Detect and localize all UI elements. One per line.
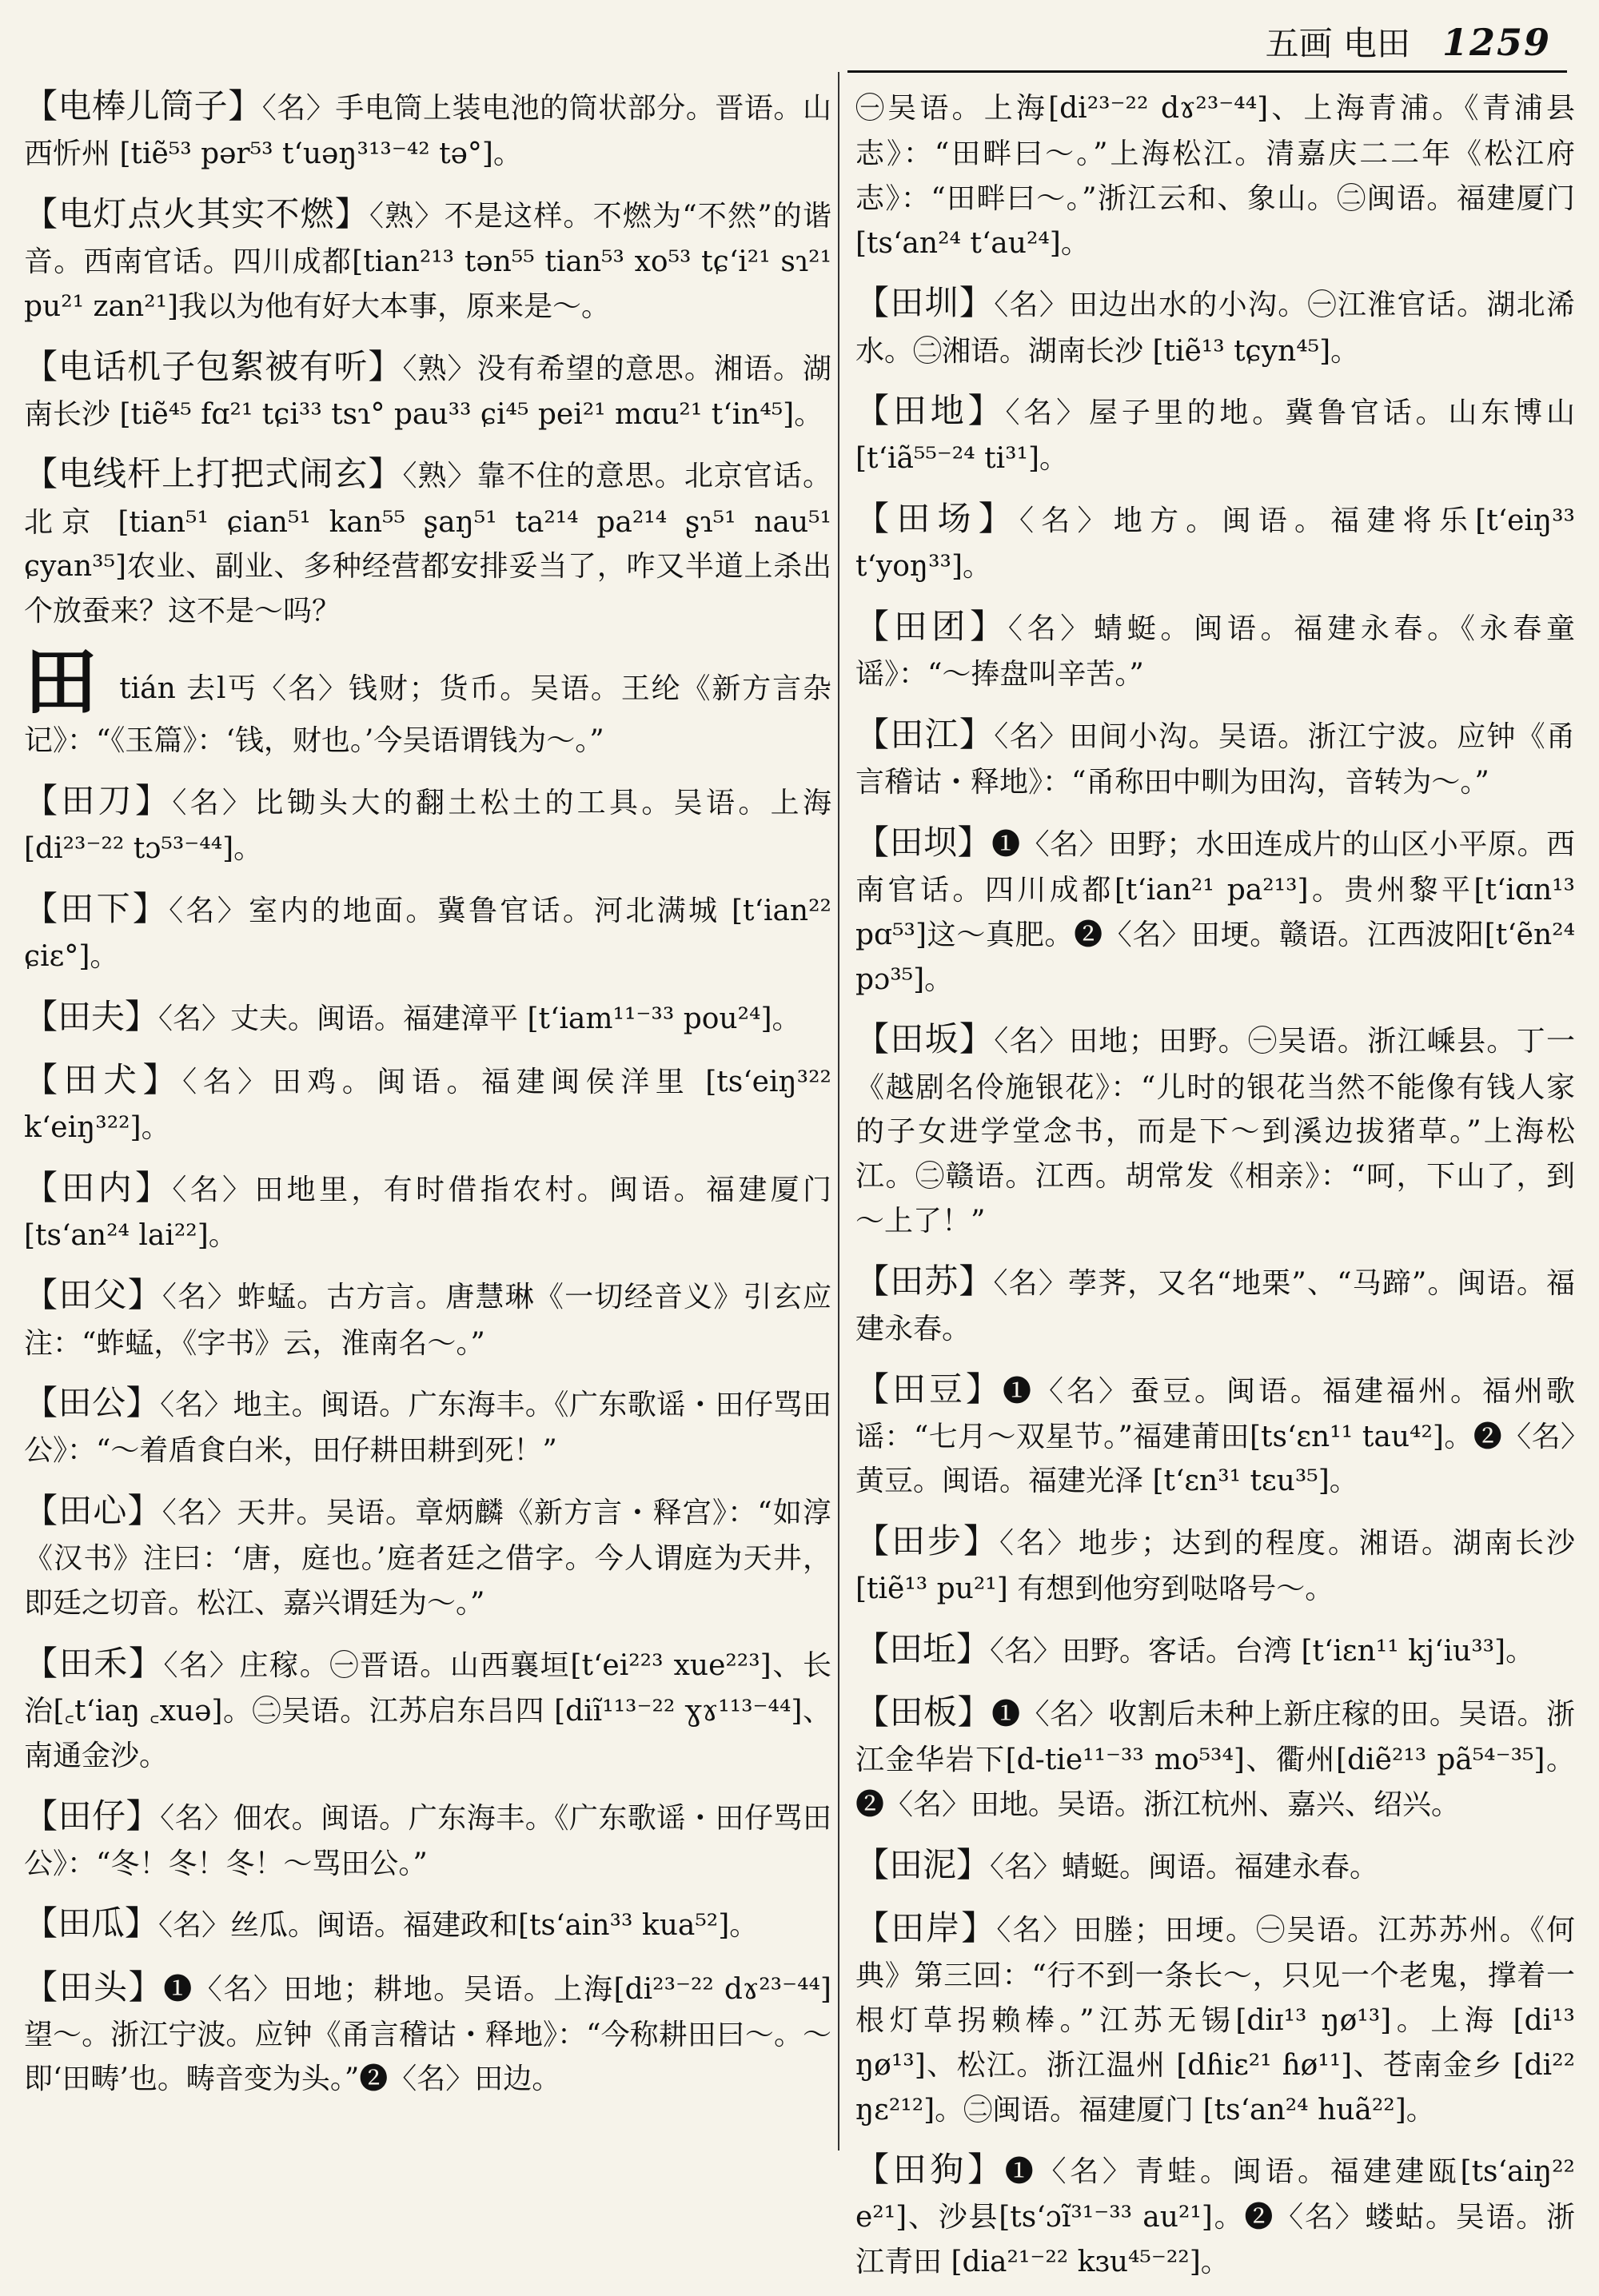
entry-definition: ❶〈名〉田野；水田连成片的山区小平原。西南官话。四川成都[tʻian²¹ pa²¹³]。贵州黎平[tʻiɑn¹³ pɑ⁵³]这～真肥。❷〈名〉田埂。赣语。江西波阳[tʻẽn²⁴ pɔ³⁵]。 (855, 827, 1575, 996)
dictionary-entry (24, 448, 831, 633)
dictionary-entry (855, 277, 1575, 373)
entry-headword: 【田步】 (855, 1521, 999, 1561)
entry-definition: ㊀吴语。上海[di²³⁻²² dɤ²³⁻⁴⁴]、上海青浦。《青浦县志》：“田畔曰～。”上海松江。清嘉庆二二年《松江府志》：“田畔曰～。”浙江云和、象山。㊁闽语。福建厦门[tsʻan²⁴ tʻau²⁴]。 (855, 92, 1575, 260)
entry-headword: 【田头】 (24, 1967, 164, 2007)
entry-definition: 〈名〉蜻蜓。闽语。福建永春。 (990, 1850, 1379, 1883)
entry-headword: 【田团】 (855, 607, 1008, 647)
entry-headword: 【田心】 (24, 1491, 162, 1531)
entry-definition: 〈名〉蚱蜢。古方言。唐慧琳《一切经音义》引玄应注：“蚱蜢，《字书》云，淮南名～。” (24, 1281, 831, 1360)
entry-definition: 〈名〉手电筒上装电池的筒状部分。晋语。山西忻州 [tiẽ⁵³ pər⁵³ tʻuəŋ³¹³⁻⁴² tə°]。 (24, 92, 831, 171)
entry-definition: 〈名〉田间小沟。吴语。浙江宁波。应钟《甬言稽诂・释地》：“甬称田中甽为田沟，音转为～。” (855, 720, 1575, 799)
entry-headword: 【田父】 (24, 1275, 162, 1315)
entry-definition: 〈名〉屋子里的地。冀鲁官话。山东博山 [tʻiã⁵⁵⁻²⁴ ti³¹]。 (855, 397, 1575, 476)
dictionary-entry (855, 80, 1575, 265)
dictionary-entry (24, 1054, 831, 1150)
dictionary-entry (24, 638, 831, 763)
dictionary-entry (855, 1686, 1575, 1828)
dictionary-entry (855, 1515, 1575, 1612)
entry-headword: 【田瓜】 (24, 1903, 159, 1943)
page-header (1266, 18, 1551, 66)
dictionary-entry (855, 492, 1575, 589)
entry-definition: ❶〈名〉青蛙。闽语。福建建瓯[tsʻaiŋ²² e²¹]、沙县[tsʻɔĩ³¹⁻³³ au²¹]。❷〈名〉蝼蛄。吴语。浙江青田 [dia²¹⁻²² kɜu⁴⁵⁻²²]。 (855, 2155, 1575, 2279)
dictionary-entry (24, 188, 831, 329)
dictionary-entry (24, 1897, 831, 1949)
entry-definition: ❶〈名〉田地；耕地。吴语。上海[di²³⁻²² dɤ²³⁻⁴⁴]望～。浙江宁波。应钟《甬言稽诂・释地》：“今称耕田曰～。～即‘田畴’也。畴音变为头。”❷〈名〉田边。 (24, 1972, 831, 2096)
dictionary-entry (24, 991, 831, 1042)
entry-definition: 〈名〉田地；田野。㊀吴语。浙江嵊县。丁一《越剧名伶施银花》：“儿时的银花当然不能像有钱人家的子女进学堂念书，而是下～到溪边拔猪草。”上海松江。㊁赣语。江西。胡常发《相亲》：“呵，下山了，到～上了！” (855, 1025, 1575, 1238)
dictionary-entry (855, 1363, 1575, 1505)
entry-definition: 〈熟〉靠不住的意思。北京官话。北京 [tian⁵¹ ɕian⁵¹ kan⁵⁵ ʂaŋ⁵¹ ta²¹⁴ pa²¹⁴ ʂɿ⁵¹ nau⁵¹ ɕyan³⁵]农业、副业、多种经营都安排妥当了，咋又半道上杀出个放蚕来？这不是～吗？ (24, 460, 831, 628)
dictionary-entry (24, 1790, 831, 1887)
dictionary-entry (24, 341, 831, 437)
dictionary-entry (855, 1902, 1575, 2132)
entry-definition: 〈名〉地步；达到的程度。湘语。湖南长沙 [tiẽ¹³ pu²¹] 有想到他穷到哒咯号～。 (855, 1527, 1575, 1606)
entry-headword: 【田板】 (855, 1692, 992, 1732)
entry-headword: 【田夫】 (24, 996, 159, 1036)
entry-headword: 【田豆】 (855, 1369, 1003, 1409)
entry-definition: 〈名〉荸荠，又名“地栗”、“马蹄”。闽语。福建永春。 (855, 1266, 1575, 1345)
entry-headword: 【田犬】 (24, 1059, 183, 1099)
entry-headword: 【田苏】 (855, 1261, 994, 1301)
header-rule (847, 70, 1567, 73)
entry-headword: 【田坵】 (855, 1629, 991, 1669)
entry-headword: 【田刀】 (24, 780, 173, 820)
entry-definition: tián 去l丐〈名〉钱财；货币。吴语。王纶《新方言杂记》：“《玉篇》：‘钱，财也。’今吴语谓钱为～。” (24, 672, 831, 757)
entry-headword: 【田下】 (24, 888, 169, 928)
dictionary-entry (24, 80, 831, 177)
entry-headword: 【电棒儿筒子】 (24, 86, 262, 126)
dictionary-entry (855, 600, 1575, 697)
entry-definition: 〈名〉地主。闽语。广东海丰。《广东歌谣・田仔骂田公》：“～着盾食白米，田仔耕田耕到死！” (24, 1389, 831, 1468)
entry-definition: 〈名〉田地里，有时借指农村。闽语。福建厦门 [tsʻan²⁴ lai²²]。 (24, 1173, 831, 1252)
dictionary-entry (24, 775, 831, 871)
entry-headword: 【田禾】 (24, 1643, 164, 1683)
dictionary-entry (855, 2143, 1575, 2285)
dictionary-entry (24, 1485, 831, 1626)
dictionary-entry (855, 385, 1575, 481)
entry-definition: 〈名〉田塍；田埂。㊀吴语。江苏苏州。《何典》第三回：“行不到一条长～，只见一个老鬼，撑着一根灯草拐赖棒。”江苏无锡[diɪ¹³ ŋø¹³]。上海 [di¹³ ŋø¹³]、松江。浙江温州 [dɦiɛ²¹ ɦø¹¹]、苍南金乡 [di²² ŋɛ²¹²]。㊁闽语。福建厦门 [tsʻan²⁴ huã²²]。 (855, 1914, 1575, 2127)
dictionary-entry (855, 1623, 1575, 1675)
entry-headword: 【电灯点火其实不燃】 (24, 193, 369, 233)
entry-headword: 【田坂】 (855, 1019, 995, 1059)
dictionary-entry (24, 1637, 831, 1779)
right-column (855, 80, 1575, 2296)
entry-headword: 【田地】 (855, 391, 1006, 431)
entry-definition: 〈名〉天井。吴语。章炳麟《新方言・释宫》：“如淳《汉书》注曰：‘唐，庭也。’庭者廷之借字。今人谓庭为天井，即廷之切音。松江、嘉兴谓廷为～。” (24, 1497, 831, 1620)
column-divider (838, 72, 839, 2151)
page-number: 1259 (1441, 21, 1551, 64)
entry-headword: 【田公】 (24, 1383, 161, 1423)
dictionary-entry (24, 1162, 831, 1258)
entry-headword: 【田泥】 (855, 1844, 991, 1884)
entry-definition: ❶〈名〉收割后未种上新庄稼的田。吴语。浙江金华岩下[d-tie¹¹⁻³³ mo⁵³⁴]、衢州[diẽ²¹³ pã⁵⁴⁻³⁵]。❷〈名〉田地。吴语。浙江杭州、嘉兴、绍兴。 (855, 1698, 1575, 1822)
entry-headword: 【田狗】 (855, 2150, 1005, 2190)
entry-definition: 〈名〉田野。客话。台湾 [tʻiɛn¹¹ kjʻiu³³]。 (990, 1635, 1535, 1668)
entry-headword: 【电话机子包絮被有听】 (24, 346, 403, 386)
entry-headword: 田 (24, 638, 99, 725)
entry-definition: 〈熟〉没有希望的意思。湘语。湖南长沙 [tiẽ⁴⁵ fɑ²¹ tɕi³³ tsɿ° pau³³ ɕi⁴⁵ pei²¹ mɑu²¹ tʻin⁴⁵]。 (24, 352, 831, 431)
dictionary-entry (855, 1255, 1575, 1352)
entry-headword: 【田岸】 (855, 1908, 997, 1948)
entry-headword: 【田江】 (855, 715, 995, 755)
entry-headword: 【田圳】 (855, 283, 995, 323)
entry-definition: 〈名〉丝瓜。闽语。福建政和[tsʻain³³ kua⁵²]。 (158, 1909, 759, 1943)
dictionary-entry (24, 1377, 831, 1473)
entry-headword: 【电线杆上打把式闹玄】 (24, 454, 403, 494)
dictionary-entry (24, 883, 831, 979)
entry-headword: 【田坝】 (855, 822, 992, 862)
entry-definition: 〈名〉佃农。闽语。广东海丰。《广东歌谣・田仔骂田公》：“冬！冬！冬！～骂田公。” (24, 1801, 831, 1880)
dictionary-entry (855, 1839, 1575, 1891)
entry-definition: 〈名〉田边出水的小沟。㊀江淮官话。湖北浠水。㊁湘语。湖南长沙 [tiẽ¹³ tɕyn⁴⁵]。 (855, 289, 1575, 368)
dictionary-entry (24, 1269, 831, 1365)
entry-headword: 【田仔】 (24, 1796, 161, 1836)
dictionary-entry (24, 1961, 831, 2103)
entry-definition: 〈名〉庄稼。㊀晋语。山西襄垣[tʻei²²³ xue²²³]、长治[꜀tʻiaŋ ꜀xuə]。㊁吴语。江苏启东吕四 [diĩ¹¹³⁻²² ɣɤ¹¹³⁻⁴⁴]、南通金沙。 (24, 1648, 831, 1772)
dictionary-entry (855, 816, 1575, 1002)
entry-definition: 〈名〉比锄头大的翻土松土的工具。吴语。上海 [di²³⁻²² tɔ⁵³⁻⁴⁴]。 (24, 786, 831, 865)
dictionary-entry (855, 708, 1575, 805)
entry-definition: 〈名〉丈夫。闽语。福建漳平 [tʻiam¹¹⁻³³ pou²⁴]。 (158, 1002, 801, 1035)
entry-definition: ❶〈名〉蚕豆。闽语。福建福州。福州歌谣：“七月～双星节。”福建莆田[tsʻɛn¹¹ tau⁴²]。❷〈名〉黄豆。闽语。福建光泽 [tʻɛn³¹ tɛu³⁵]。 (855, 1374, 1575, 1498)
entry-definition: 〈名〉室内的地面。冀鲁官话。河北满城 [tʻian²² ɕiɛ°]。 (24, 894, 831, 973)
entry-definition: 〈熟〉不是这样。不燃为“不然”的谐音。西南官话。四川成都[tian²¹³ tən⁵⁵ tian⁵³ xo⁵³ tɕʻi²¹ sɿ²¹ pu²¹ zan²¹]我以为他有好大本事，原来是～。 (24, 199, 831, 323)
entry-headword: 【田内】 (24, 1167, 173, 1207)
left-column (24, 80, 831, 2113)
section-title: 五画 电田 (1265, 24, 1410, 63)
entry-definition: 〈名〉蜻蜓。闽语。福建永春。《永春童谣》：“～捧盘叫辛苦。” (855, 612, 1575, 692)
entry-definition: 〈名〉田鸡。闽语。福建闽侯洋里 [tsʻeiŋ³²² kʻeiŋ³²²]。 (24, 1065, 831, 1144)
entry-definition: 〈名〉地方。闽语。福建将乐[tʻeiŋ³³ tʻyoŋ³³]。 (855, 504, 1575, 584)
dictionary-entry (855, 1013, 1575, 1243)
entry-headword: 【田场】 (855, 499, 1019, 539)
